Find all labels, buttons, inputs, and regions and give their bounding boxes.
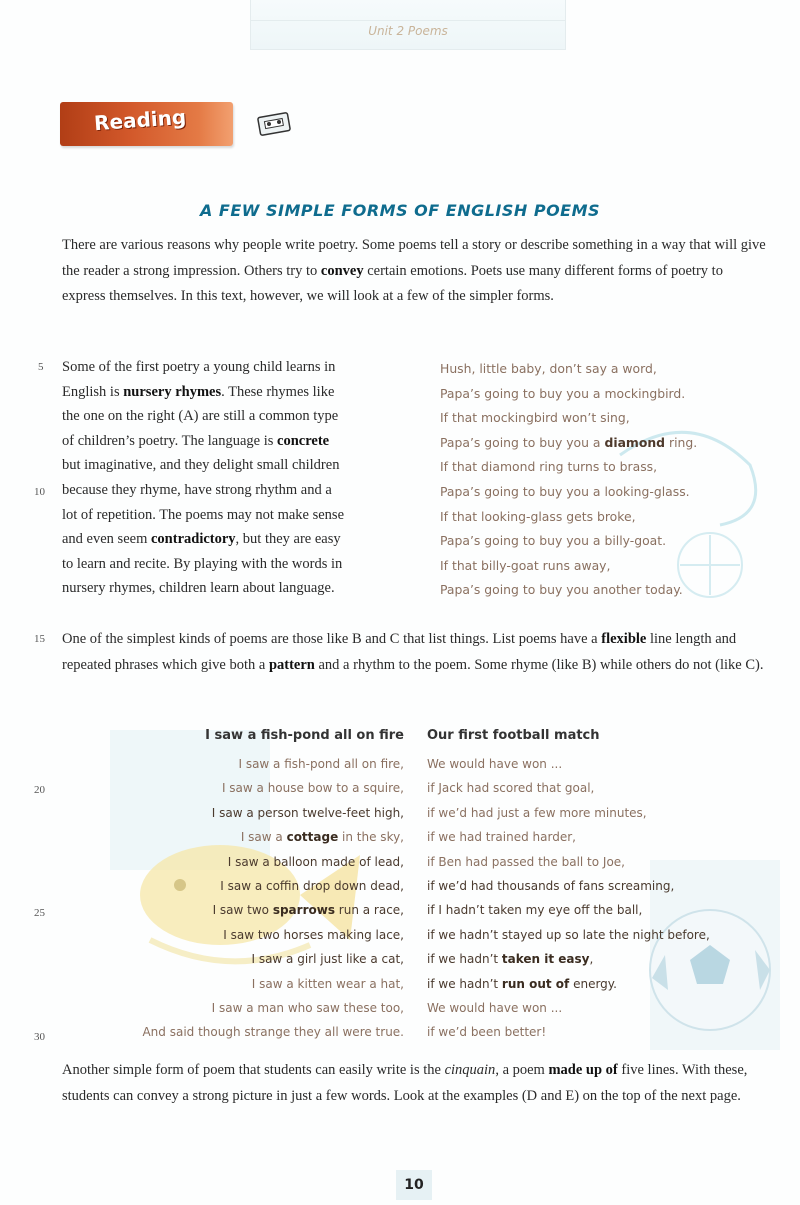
explanation-line: lot of repetition. The poems may not make sense	[62, 506, 345, 523]
poem-c-football-match	[427, 752, 772, 1045]
explanation-line: Some of the first poetry a young child learns in	[62, 359, 336, 375]
poem-b-line: I saw a coffin drop down dead,	[220, 878, 404, 893]
header-rule	[251, 0, 565, 21]
poem-a-line: If that diamond ring turns to brass,	[440, 459, 658, 475]
poem-c-line: We would have won ...	[427, 1000, 563, 1015]
poem-b-fish-pond	[74, 752, 404, 1045]
poem-c-line: if Ben had passed the ball to Joe,	[427, 854, 625, 869]
poem-b-line: I saw a fish-pond all on fire,	[238, 757, 404, 771]
cinquain-paragraph: Another simple form of poem that students can easily write is the cinquain, a poem made up of five lines. With these, students can convey a strong picture in just a few words. Look at the examples (D and E) on the top of the next page.	[62, 1062, 748, 1104]
line-number-10: 10	[34, 486, 45, 498]
poem-c-title: Our first football match	[427, 728, 600, 743]
poem-b-line: I saw two horses making lace,	[223, 927, 404, 942]
poem-a-line: If that looking-glass gets broke,	[440, 508, 636, 524]
poem-b-line: I saw a person twelve-feet high,	[211, 805, 404, 820]
keyword-convey: convey	[320, 262, 364, 279]
poem-a-line: Papa’s going to buy you a mockingbird.	[440, 385, 686, 401]
poem-c-line: if we’d been better!	[427, 1025, 547, 1040]
line-number-30: 30	[34, 1031, 45, 1043]
cassette-icon	[257, 112, 291, 136]
poem-c-line: if we’d had just a few more minutes,	[427, 805, 647, 820]
article-title: A FEW SIMPLE FORMS OF ENGLISH POEMS	[199, 201, 601, 220]
page-number: 10	[396, 1170, 432, 1200]
poem-c-line: if we hadn’t stayed up so late the night before,	[427, 927, 710, 942]
poem-b-line: I saw a man who saw these too,	[211, 1000, 404, 1015]
poem-c-line: if I hadn’t taken my eye off the ball,	[427, 903, 643, 918]
poem-a-line: Papa’s going to buy you a diamond ring.	[440, 434, 698, 450]
poem-a-line: If that mockingbird won’t sing,	[440, 410, 630, 426]
explanation-line: English is nursery rhymes. These rhymes like	[62, 383, 335, 400]
line-number-25: 25	[34, 907, 45, 919]
poem-a-mockingbird	[440, 357, 770, 603]
poem-b-line: I saw a house bow to a squire,	[221, 781, 404, 796]
poem-c-line: if we hadn’t run out of energy.	[427, 976, 617, 991]
line-number-5: 5	[38, 361, 44, 373]
poem-b-line: And said though strange they all were true.	[142, 1025, 404, 1040]
explanation-line: and even seem contradictory, but they are easy	[62, 531, 341, 548]
poem-b-line: I saw a girl just like a cat,	[251, 952, 404, 967]
poem-a-line: If that billy-goat runs away,	[440, 557, 611, 573]
explanation-line: of children’s poetry. The language is concrete	[62, 432, 330, 449]
poem-b-line: I saw a kitten wear a hat,	[251, 976, 404, 991]
unit-header	[250, 0, 566, 50]
poem-b-title: I saw a fish-pond all on fire	[205, 728, 404, 743]
poem-c-line: if we’d had thousands of fans screaming,	[427, 878, 675, 893]
reading-label: Reading	[93, 104, 187, 136]
poem-b-line: I saw two sparrows run a race,	[212, 903, 404, 918]
explanation-line: nursery rhymes, children learn about language.	[62, 580, 335, 597]
keyword-pattern: pattern	[268, 656, 315, 673]
term-cinquain: cinquain	[444, 1062, 496, 1078]
poem-a-line: Papa’s going to buy you another today.	[440, 582, 683, 598]
explanation-line: to learn and recite. By playing with the words in	[62, 555, 343, 572]
explanation-line: the one on the right (A) are still a common type	[62, 408, 339, 425]
poem-b-line: I saw a balloon made of lead,	[227, 854, 404, 869]
explanation-line: because they rhyme, have strong rhythm and a	[62, 481, 332, 498]
line-number-20: 20	[34, 784, 45, 796]
explanation-line: but imaginative, and they delight small children	[62, 457, 340, 474]
poem-b-line: I saw a cottage in the sky,	[240, 830, 404, 845]
keyword-made-up-of: made up of	[548, 1062, 618, 1078]
poem-a-line: Papa’s going to buy you a looking-glass.	[440, 483, 690, 499]
reading-badge	[60, 102, 233, 146]
unit-label: Unit 2 Poems	[368, 24, 448, 38]
nursery-rhyme-explanation	[62, 355, 407, 601]
poem-c-line: if Jack had scored that goal,	[427, 781, 595, 796]
line-number-15: 15	[34, 633, 45, 645]
poem-a-line: Hush, little baby, don’t say a word,	[440, 361, 657, 376]
poem-c-line: if we had trained harder,	[427, 830, 576, 845]
keyword-flexible: flexible	[601, 631, 647, 647]
poem-a-line: Papa’s going to buy you a billy-goat.	[440, 533, 667, 549]
poem-c-line: We would have won ...	[427, 757, 563, 771]
poem-c-line: if we hadn’t taken it easy,	[427, 952, 594, 967]
list-poems-paragraph: One of the simplest kinds of poems are those like B and C that list things. List poems have a flexible line length and repeated phrases which give both a pattern and a rhythm to the poem. Some rhyme (like B) while others do not (like C).	[62, 631, 764, 673]
intro-paragraph: There are various reasons why people write poetry. Some poems tell a story or describe something in a way that will give the reader a strong impression. Others try to convey certain emotions. Poets use many different forms of poetry to express themselves. In this text, however, we will look at a few of the simpler forms.	[62, 237, 766, 304]
